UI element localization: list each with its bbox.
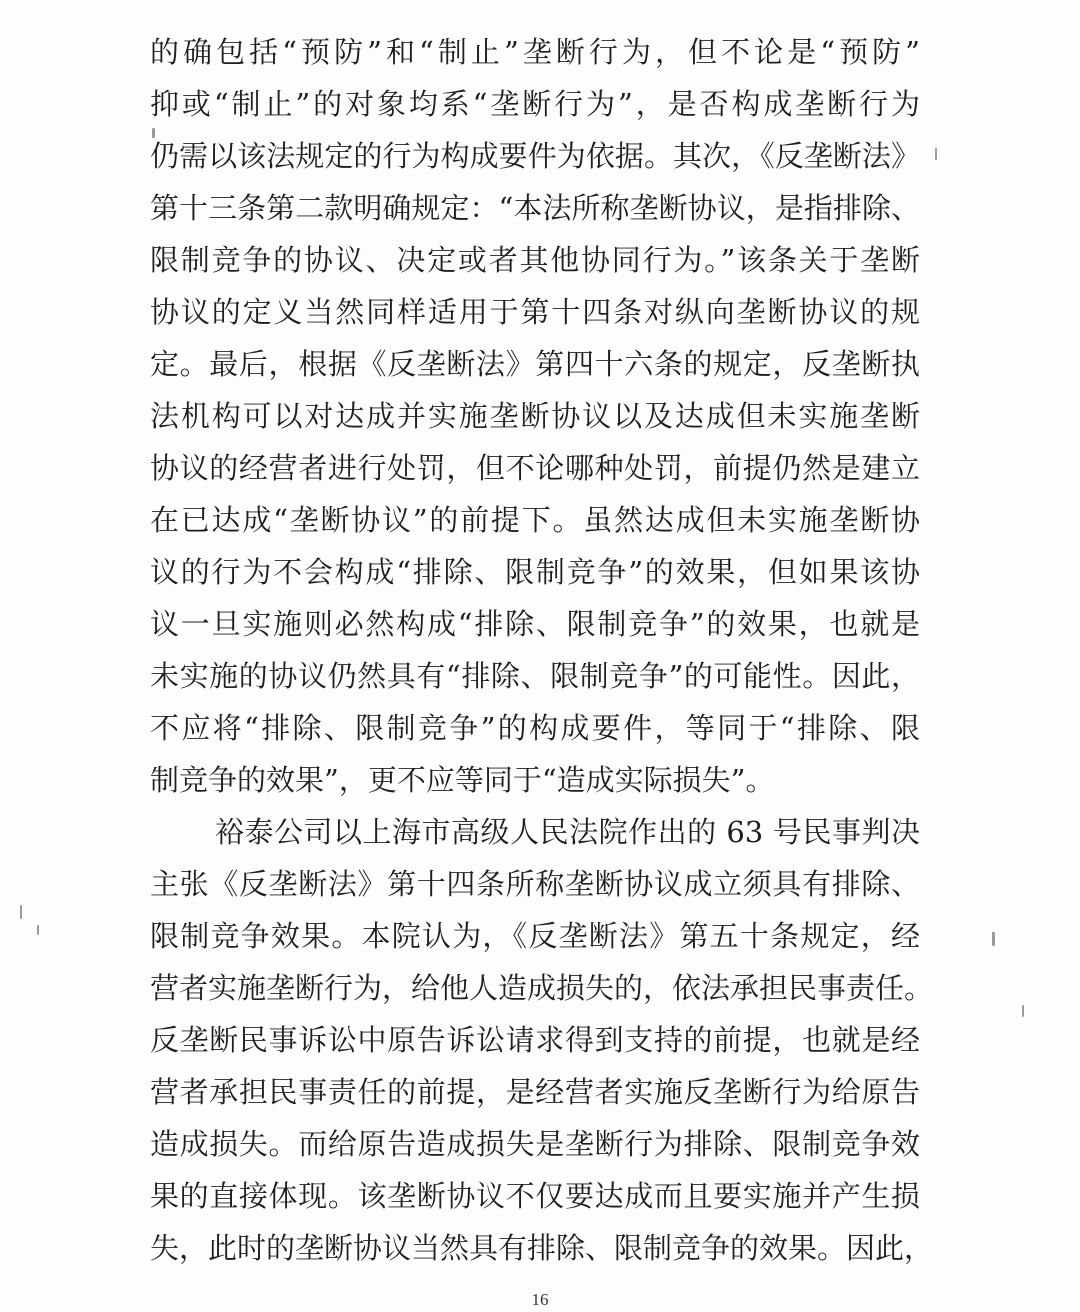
text-line-4: 第十三条第二款明确规定：“本法所称垄断协议，是指排除、 — [150, 191, 920, 225]
text-line-19: 营者实施垄断行为，给他人造成损失的，依法承担民事责任。 — [150, 971, 934, 1005]
text-line-6: 协议的定义当然同样适用于第十四条对纵向垄断协议的规 — [150, 295, 920, 329]
text-line-1: 的确包括“预防”和“制止”垄断行为，但不论是“预防” — [150, 35, 920, 69]
scan-speck — [935, 148, 937, 160]
text-line-15: 制竞争的效果”，更不应等同于“造成实际损失”。 — [150, 763, 775, 797]
scan-speck — [37, 925, 39, 935]
text-line-2: 抑或“制止”的对象均系“垄断行为”，是否构成垄断行为 — [150, 87, 920, 121]
text-line-16: 裕泰公司以上海市高级人民法院作出的 63 号民事判决 — [215, 815, 920, 849]
text-line-13: 未实施的协议仍然具有“排除、限制竞争”的可能性。因此， — [150, 659, 920, 693]
text-line-18: 限制竞争效果。本院认为，《反垄断法》第五十条规定，经 — [150, 919, 920, 953]
text-line-14: 不应将“排除、限制竞争”的构成要件，等同于“排除、限 — [150, 711, 920, 745]
text-line-24: 失，此时的垄断协议当然具有排除、限制竞争的效果。因此， — [150, 1231, 934, 1265]
page-number: 16 — [531, 1290, 549, 1309]
text-line-20: 反垄断民事诉讼中原告诉讼请求得到支持的前提，也就是经 — [150, 1023, 920, 1057]
scan-speck — [20, 905, 22, 919]
text-line-21: 营者承担民事责任的前提，是经营者实施反垄断行为给原告 — [150, 1075, 920, 1109]
text-line-8: 法机构可以对达成并实施垄断协议以及达成但未实施垄断 — [150, 399, 920, 433]
text-line-7: 定。最后，根据《反垄断法》第四十六条的规定，反垄断执 — [150, 347, 920, 381]
text-line-3: 仍需以该法规定的行为构成要件为依据。其次，《反垄断法》 — [150, 139, 920, 173]
text-line-5: 限制竞争的协议、决定或者其他协同行为。”该条关于垄断 — [150, 243, 920, 277]
text-line-22: 造成损失。而给原告造成损失是垄断行为排除、限制竞争效 — [150, 1127, 920, 1161]
scan-speck — [1022, 1005, 1024, 1017]
text-line-9: 协议的经营者进行处罚，但不论哪种处罚，前提仍然是建立 — [150, 451, 920, 485]
scan-speck — [152, 128, 155, 138]
text-line-12: 议一旦实施则必然构成“排除、限制竞争”的效果，也就是 — [150, 607, 920, 641]
text-line-17: 主张《反垄断法》第十四条所称垄断协议成立须具有排除、 — [150, 867, 920, 901]
text-line-10: 在已达成“垄断协议”的前提下。虽然达成但未实施垄断协 — [150, 503, 920, 537]
text-line-11: 议的行为不会构成“排除、限制竞争”的效果，但如果该协 — [150, 555, 920, 589]
scan-speck — [992, 932, 995, 946]
text-line-23: 果的直接体现。该垄断协议不仅要达成而且要实施并产生损 — [150, 1179, 920, 1213]
